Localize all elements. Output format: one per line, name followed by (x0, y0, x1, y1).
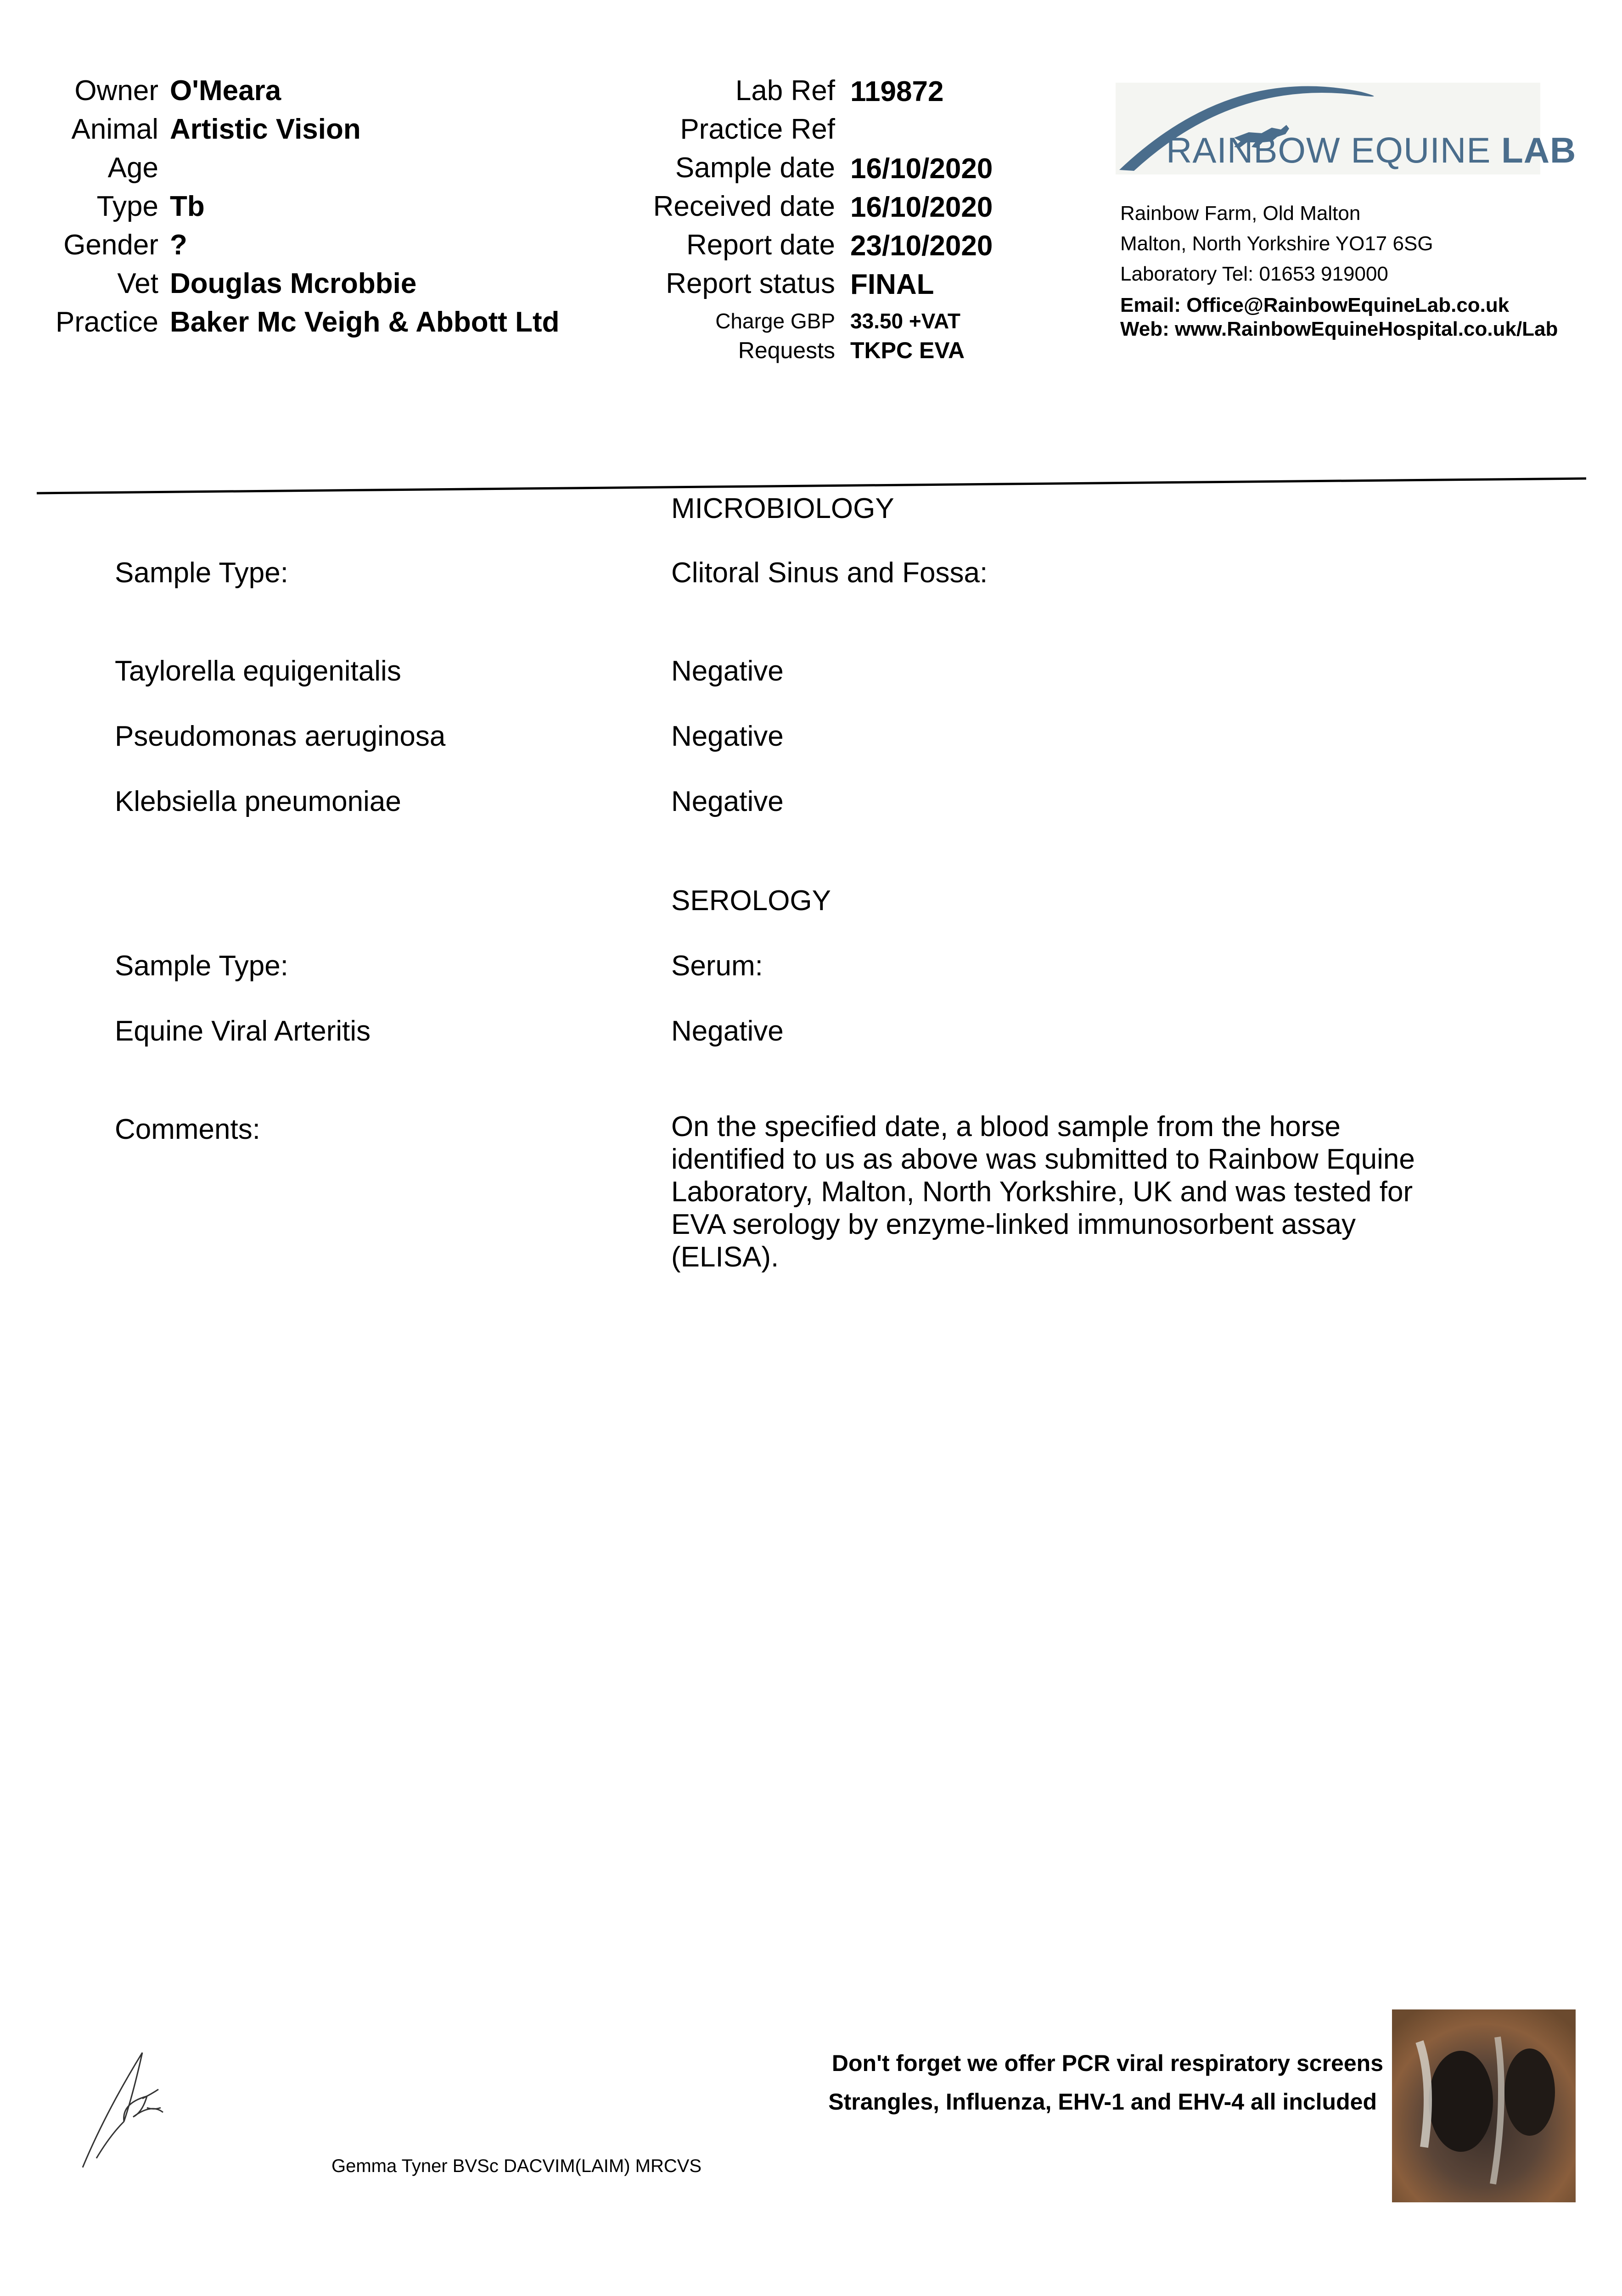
microbiology-heading: MICROBIOLOGY (671, 493, 894, 524)
lab-ref-label: Lab Ref (735, 75, 835, 107)
requests-value: TKPC EVA (850, 338, 965, 363)
report-date-label: Report date (686, 229, 835, 261)
organism-result: Negative (671, 655, 784, 687)
owner-value: O'Meara (170, 75, 281, 107)
test-name: Equine Viral Arteritis (115, 1015, 371, 1047)
organism-name: Pseudomonas aeruginosa (115, 720, 446, 752)
report-status-label: Report status (666, 268, 835, 299)
vet-label: Vet (117, 268, 158, 299)
practice-value: Baker Mc Veigh & Abbott Ltd (170, 306, 560, 338)
organism-name: Klebsiella pneumoniae (115, 786, 401, 817)
signatory-name: Gemma Tyner BVSc DACVIM(LAIM) MRCVS (331, 2156, 702, 2176)
address-line-3: Laboratory Tel: 01653 919000 (1120, 263, 1388, 285)
type-label: Type (96, 191, 158, 222)
organism-result: Negative (671, 720, 784, 752)
address-line-2: Malton, North Yorkshire YO17 6SG (1120, 232, 1433, 255)
charge-value: 33.50 +VAT (850, 309, 960, 333)
animal-label: Animal (71, 113, 158, 145)
received-date-label: Received date (653, 191, 835, 222)
serology-heading: SEROLOGY (671, 885, 831, 917)
report-status-value: FINAL (850, 269, 934, 300)
signature-image (78, 2043, 170, 2172)
animal-value: Artistic Vision (170, 113, 361, 145)
comments-label: Comments: (115, 1114, 260, 1145)
gender-value: ? (170, 229, 187, 261)
micro-sample-type-label: Sample Type: (115, 557, 288, 589)
gender-label: Gender (63, 229, 158, 261)
age-label: Age (107, 152, 158, 184)
address-line-1: Rainbow Farm, Old Malton (1120, 202, 1361, 225)
logo-text (1166, 129, 1576, 171)
lab-ref-value: 119872 (850, 76, 944, 107)
promo-line-2: Strangles, Influenza, EHV-1 and EHV-4 all included (828, 2089, 1377, 2115)
sero-sample-type-value: Serum: (671, 950, 763, 982)
address-web: Web: www.RainbowEquineHospital.co.uk/Lab (1120, 318, 1558, 340)
sample-date-value: 16/10/2020 (850, 153, 993, 185)
organism-result: Negative (671, 786, 784, 817)
requests-label: Requests (738, 338, 835, 363)
logo-text-bold: LAB (1501, 130, 1577, 170)
horse-nose-photo (1392, 2009, 1576, 2202)
type-value: Tb (170, 191, 205, 222)
micro-sample-type-value: Clitoral Sinus and Fossa: (671, 557, 988, 589)
practice-ref-label: Practice Ref (680, 113, 835, 145)
comments-text: On the specified date, a blood sample from the horse identified to us as above was submitted to Rainbow Equine Laboratory, Malton, North Yorkshire, UK and was tested for EVA serology by enzyme-linked immunosorbent assay (ELISA). (671, 1111, 1415, 1273)
logo-text-regular: RAINBOW EQUINE (1166, 130, 1502, 170)
charge-label: Charge GBP (715, 309, 835, 333)
promo-line-1: Don't forget we offer PCR viral respiratory screens (831, 2050, 1383, 2076)
sample-date-label: Sample date (675, 152, 835, 184)
received-date-value: 16/10/2020 (850, 191, 993, 223)
vet-value: Douglas Mcrobbie (170, 268, 417, 299)
owner-label: Owner (74, 75, 158, 107)
sero-sample-type-label: Sample Type: (115, 950, 288, 982)
report-date-value: 23/10/2020 (850, 230, 993, 262)
address-email: Email: Office@RainbowEquineLab.co.uk (1120, 294, 1510, 316)
test-result: Negative (671, 1015, 784, 1047)
practice-label: Practice (56, 306, 158, 338)
organism-name: Taylorella equigenitalis (115, 655, 401, 687)
